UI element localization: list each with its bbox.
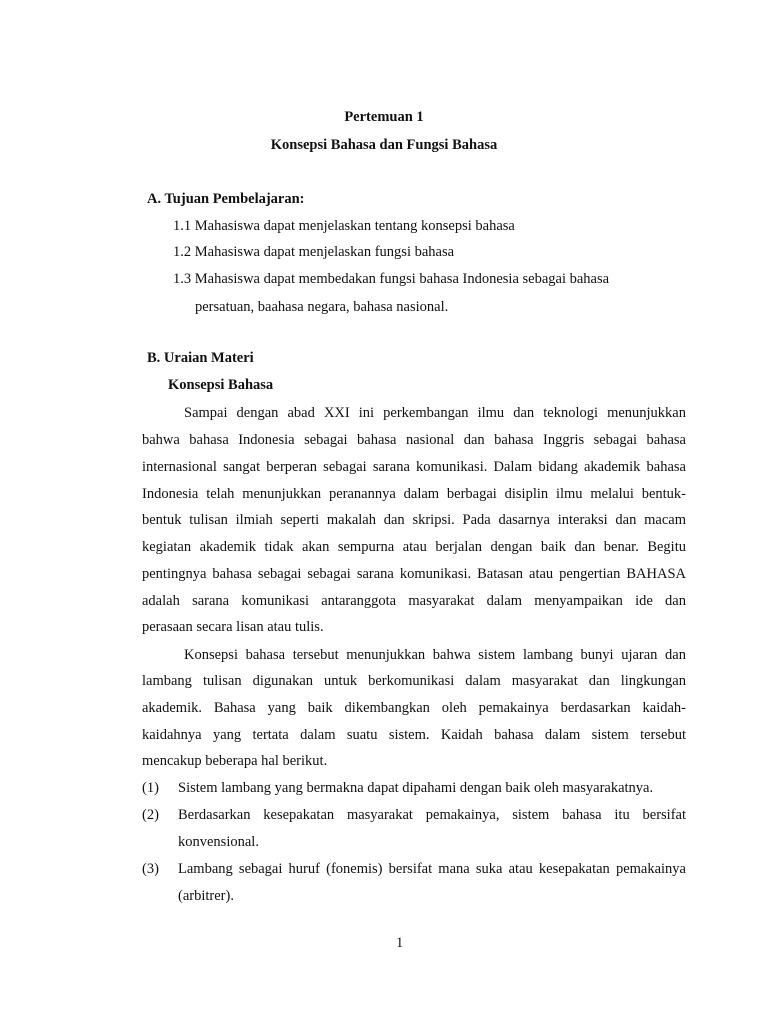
paragraph-line: kaidahnya yang tertata dalam suatu sistem. Kaidah bahasa dalam sistem tersebut bbox=[142, 727, 686, 743]
objective-item-continuation: persatuan, baahasa negara, bahasa nasional. bbox=[195, 299, 449, 315]
paragraph-line: mencakup beberapa hal berikut. bbox=[142, 753, 328, 769]
paragraph-line: Sampai dengan abad XXI ini perkembangan ilmu dan teknologi menunjukkan bbox=[184, 405, 686, 421]
paragraph-line: adalah sarana komunikasi antaranggota masyarakat dalam menyampaikan ide dan bbox=[142, 593, 686, 609]
paragraph-line: akademik. Bahasa yang baik dikembangkan oleh pemakainya berdasarkan kaidah- bbox=[142, 700, 686, 716]
doc-subtitle: Konsepsi Bahasa dan Fungsi Bahasa bbox=[270, 137, 498, 153]
doc-title: Pertemuan 1 bbox=[344, 109, 424, 125]
section-b-heading: B. Uraian Materi bbox=[147, 350, 254, 366]
list-item-text: Sistem lambang yang bermakna dapat dipahami dengan baik oleh masyarakatnya. bbox=[178, 780, 654, 796]
paragraph-line: bentuk tulisan ilmiah seperti makalah dan skripsi. Pada dasarnya interaksi dan macam bbox=[142, 512, 686, 528]
paragraph-line: Indonesia telah menunjukkan peranannya dalam berbagai disiplin ilmu melalui bentuk- bbox=[142, 486, 686, 502]
list-item-text: Lambang sebagai huruf (fonemis) bersifat mana suka atau kesepakatan pemakainya bbox=[178, 861, 686, 877]
list-item-text: konvensional. bbox=[178, 834, 259, 850]
paragraph-line: Konsepsi bahasa tersebut menunjukkan bahwa sistem lambang bunyi ujaran dan bbox=[184, 647, 686, 663]
paragraph-line: bahwa bahasa Indonesia sebagai bahasa nasional dan bahasa Inggris sebagai bahasa bbox=[142, 432, 686, 448]
paragraph-line: internasional sangat berperan sebagai sarana komunikasi. Dalam bidang akademik bahasa bbox=[142, 459, 686, 475]
list-item-number: (1) bbox=[142, 780, 159, 796]
section-b-subheading: Konsepsi Bahasa bbox=[168, 377, 274, 393]
section-a-heading: A. Tujuan Pembelajaran: bbox=[147, 191, 305, 207]
paragraph-line: perasaan secara lisan atau tulis. bbox=[142, 619, 324, 635]
objective-item: 1.2 Mahasiswa dapat menjelaskan fungsi bahasa bbox=[173, 244, 455, 260]
list-item-number: (3) bbox=[142, 861, 159, 877]
paragraph-line: pentingnya bahasa sebagai sebagai sarana komunikasi. Batasan atau pengertian BAHASA bbox=[142, 566, 686, 582]
list-item-number: (2) bbox=[142, 807, 159, 823]
paragraph-line: kegiatan akademik tidak akan sempurna atau berjalan dengan baik dan benar. Begitu bbox=[142, 539, 686, 555]
page-number: 1 bbox=[396, 935, 404, 951]
objective-item: 1.3 Mahasiswa dapat membedakan fungsi bahasa Indonesia sebagai bahasa bbox=[173, 271, 610, 287]
paragraph-line: lambang tulisan digunakan untuk berkomunikasi dalam masyarakat dan lingkungan bbox=[142, 673, 686, 689]
list-item-text: (arbitrer). bbox=[178, 888, 234, 904]
list-item-text: Berdasarkan kesepakatan masyarakat pemakainya, sistem bahasa itu bersifat bbox=[178, 807, 686, 823]
objective-item: 1.1 Mahasiswa dapat menjelaskan tentang konsepsi bahasa bbox=[173, 218, 515, 234]
